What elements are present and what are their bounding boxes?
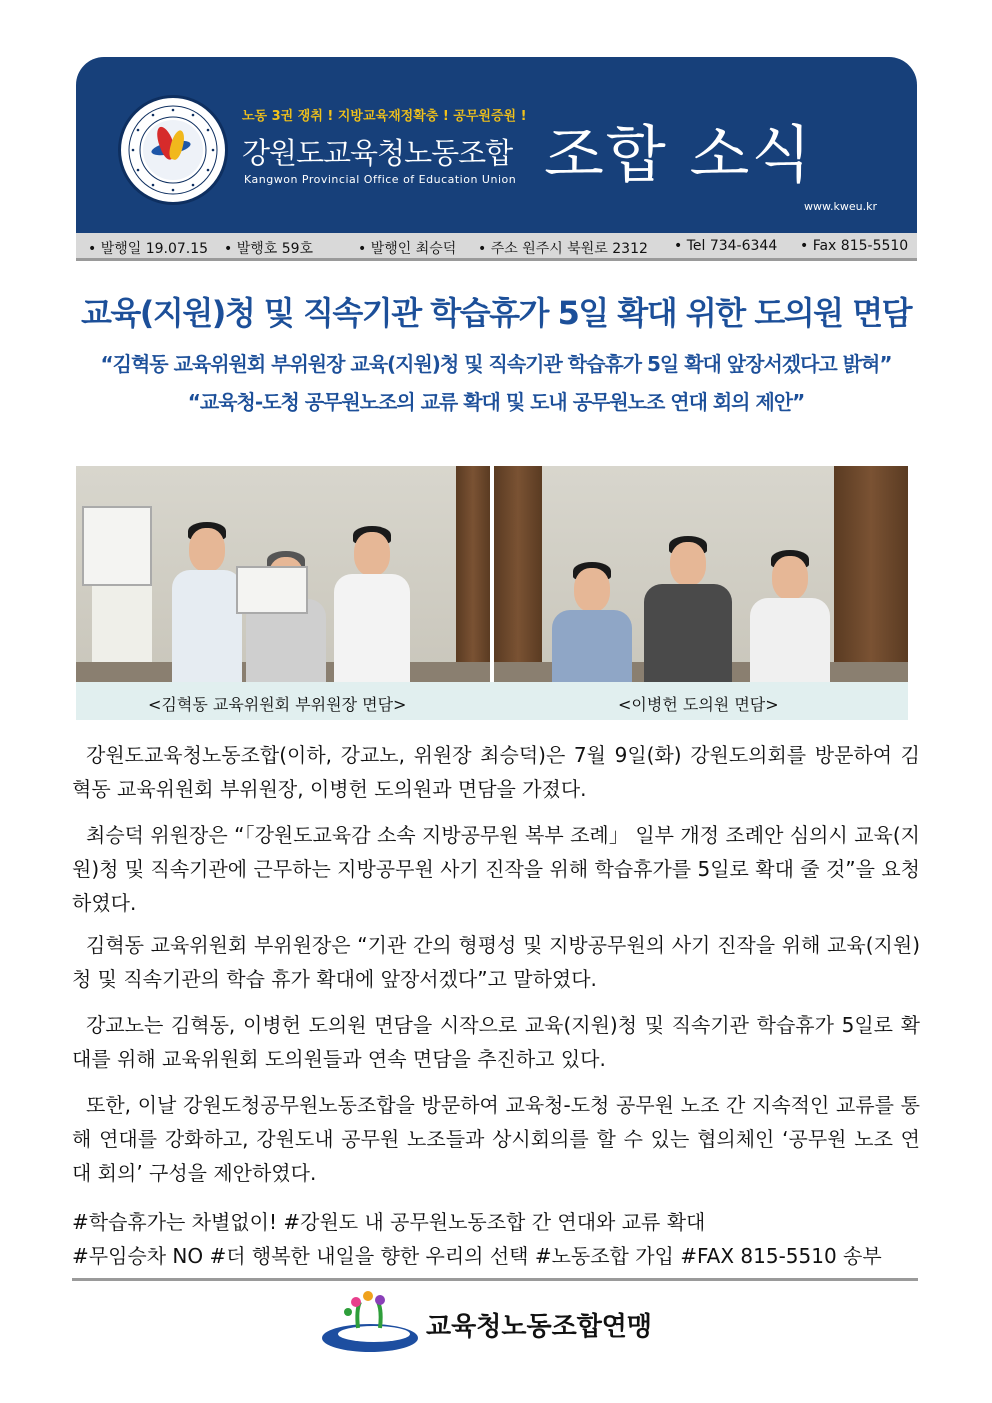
issue-tel: • Tel 734-6344 [674,238,778,254]
photo-person-left [172,492,242,682]
photo-cabinet-right [834,466,908,666]
issue-info-bar [76,233,917,261]
article-paragraph-3: 김혁동 교육위원회 부위원장은 “기관 간의 형평성 및 지방공무원의 사기 진작을 위해 교육(지원)청 및 직속기관의 학습 휴가 확대에 앞장서겠다”고 말하였다. [72,933,920,991]
photo-meeting-kim [76,466,490,682]
photo-proposal-document [236,566,308,614]
newsletter-title: 조합 소식 [544,118,814,191]
footer-divider [72,1278,918,1281]
photo-desk [92,586,152,666]
issue-fax: • Fax 815-5510 [800,238,909,254]
article-subheadline-1: “김혁동 교육위원회 부위원장 교육(지원)청 및 직속기관 학습휴가 5일 확대 앞장서겠다고 밝혀” [100,352,892,376]
photo-person-right [750,518,830,682]
article-headline: 교육(지원)청 및 직속기관 학습휴가 5일 확대 위한 도의원 면담 [80,294,912,332]
article-paragraph-2: 최승덕 위원장은 “「강원도교육감 소속 지방공무원 복부 조례」 일부 개정 조례안 심의시 교육(지원)청 및 직속기관에 근무하는 지방공무원 사기 진작을 위해 학습휴가를 5일로 확대 줄 것”을 요청하였다. [72,823,920,915]
photo-caption-2: <이병헌 도의원 면담> [618,695,779,714]
union-seal-logo [118,95,228,205]
issue-publisher: • 발행인 최승덕 [358,241,457,257]
hashtags-line-1: #학습휴가는 차별없이! #강원도 내 공무원노동조합 간 연대와 교류 확대 [72,1210,706,1234]
hashtags-line-2: #무임승차 NO #더 행복한 내일을 향한 우리의 선택 #노동조합 가입 #FAX 815-5510 송부 [72,1244,882,1268]
photo-person-center [644,512,732,682]
federation-name: 교육청노동조합연맹 [426,1312,653,1342]
union-slogan: 노동 3권 쟁취 ! 지방교육재정확충 ! 공무원증원 ! [242,109,527,124]
issue-number: • 발행호 59호 [224,241,314,257]
header-banner [76,57,917,233]
photo-caption-1: <김혁동 교육위원회 부위원장 면담> [148,695,407,714]
photo-cabinet-left [494,466,542,666]
photo-cabinet [456,466,490,666]
union-name-english: Kangwon Provincial Office of Education Union [244,173,517,186]
photo-whiteboard [82,506,152,586]
union-name: 강원도교육청노동조합 [242,136,513,170]
photo-person-right [334,494,410,682]
issue-date: • 발행일 19.07.15 [88,241,209,257]
photo-meeting-lee [494,466,908,682]
website-link[interactable]: www.kweu.kr [804,200,877,213]
photo-person-left [552,522,632,682]
federation-logo-icon [320,1288,420,1356]
article-paragraph-1: 강원도교육청노동조합(이하, 강교노, 위원장 최승덕)은 7월 9일(화) 강원도의회를 방문하여 김혁동 교육위원회 부위원장, 이병헌 도의원과 면담을 가졌다. [72,743,920,801]
article-paragraph-4: 강교노는 김혁동, 이병헌 도의원 면담을 시작으로 교육(지원)청 및 직속기관 학습휴가 5일로 확대를 위해 교육위원회 도의원들과 연속 면담을 추진하고 있다. [72,1013,920,1071]
article-subheadline-2: “교육청-도청 공무원노조의 교류 확대 및 도내 공무원노조 연대 회의 제안” [187,390,805,414]
article-paragraph-5: 또한, 이날 강원도청공무원노동조합을 방문하여 교육청-도청 공무원 노조 간 지속적인 교류를 통해 연대를 강화하고, 강원도내 공무원 노조들과 상시회의를 할 수 있는 협의체인 ‘공무원 노조 연대 회의’ 구성을 제안하였다. [72,1093,920,1185]
issue-address: • 주소 원주시 북원로 2312 [478,241,648,257]
